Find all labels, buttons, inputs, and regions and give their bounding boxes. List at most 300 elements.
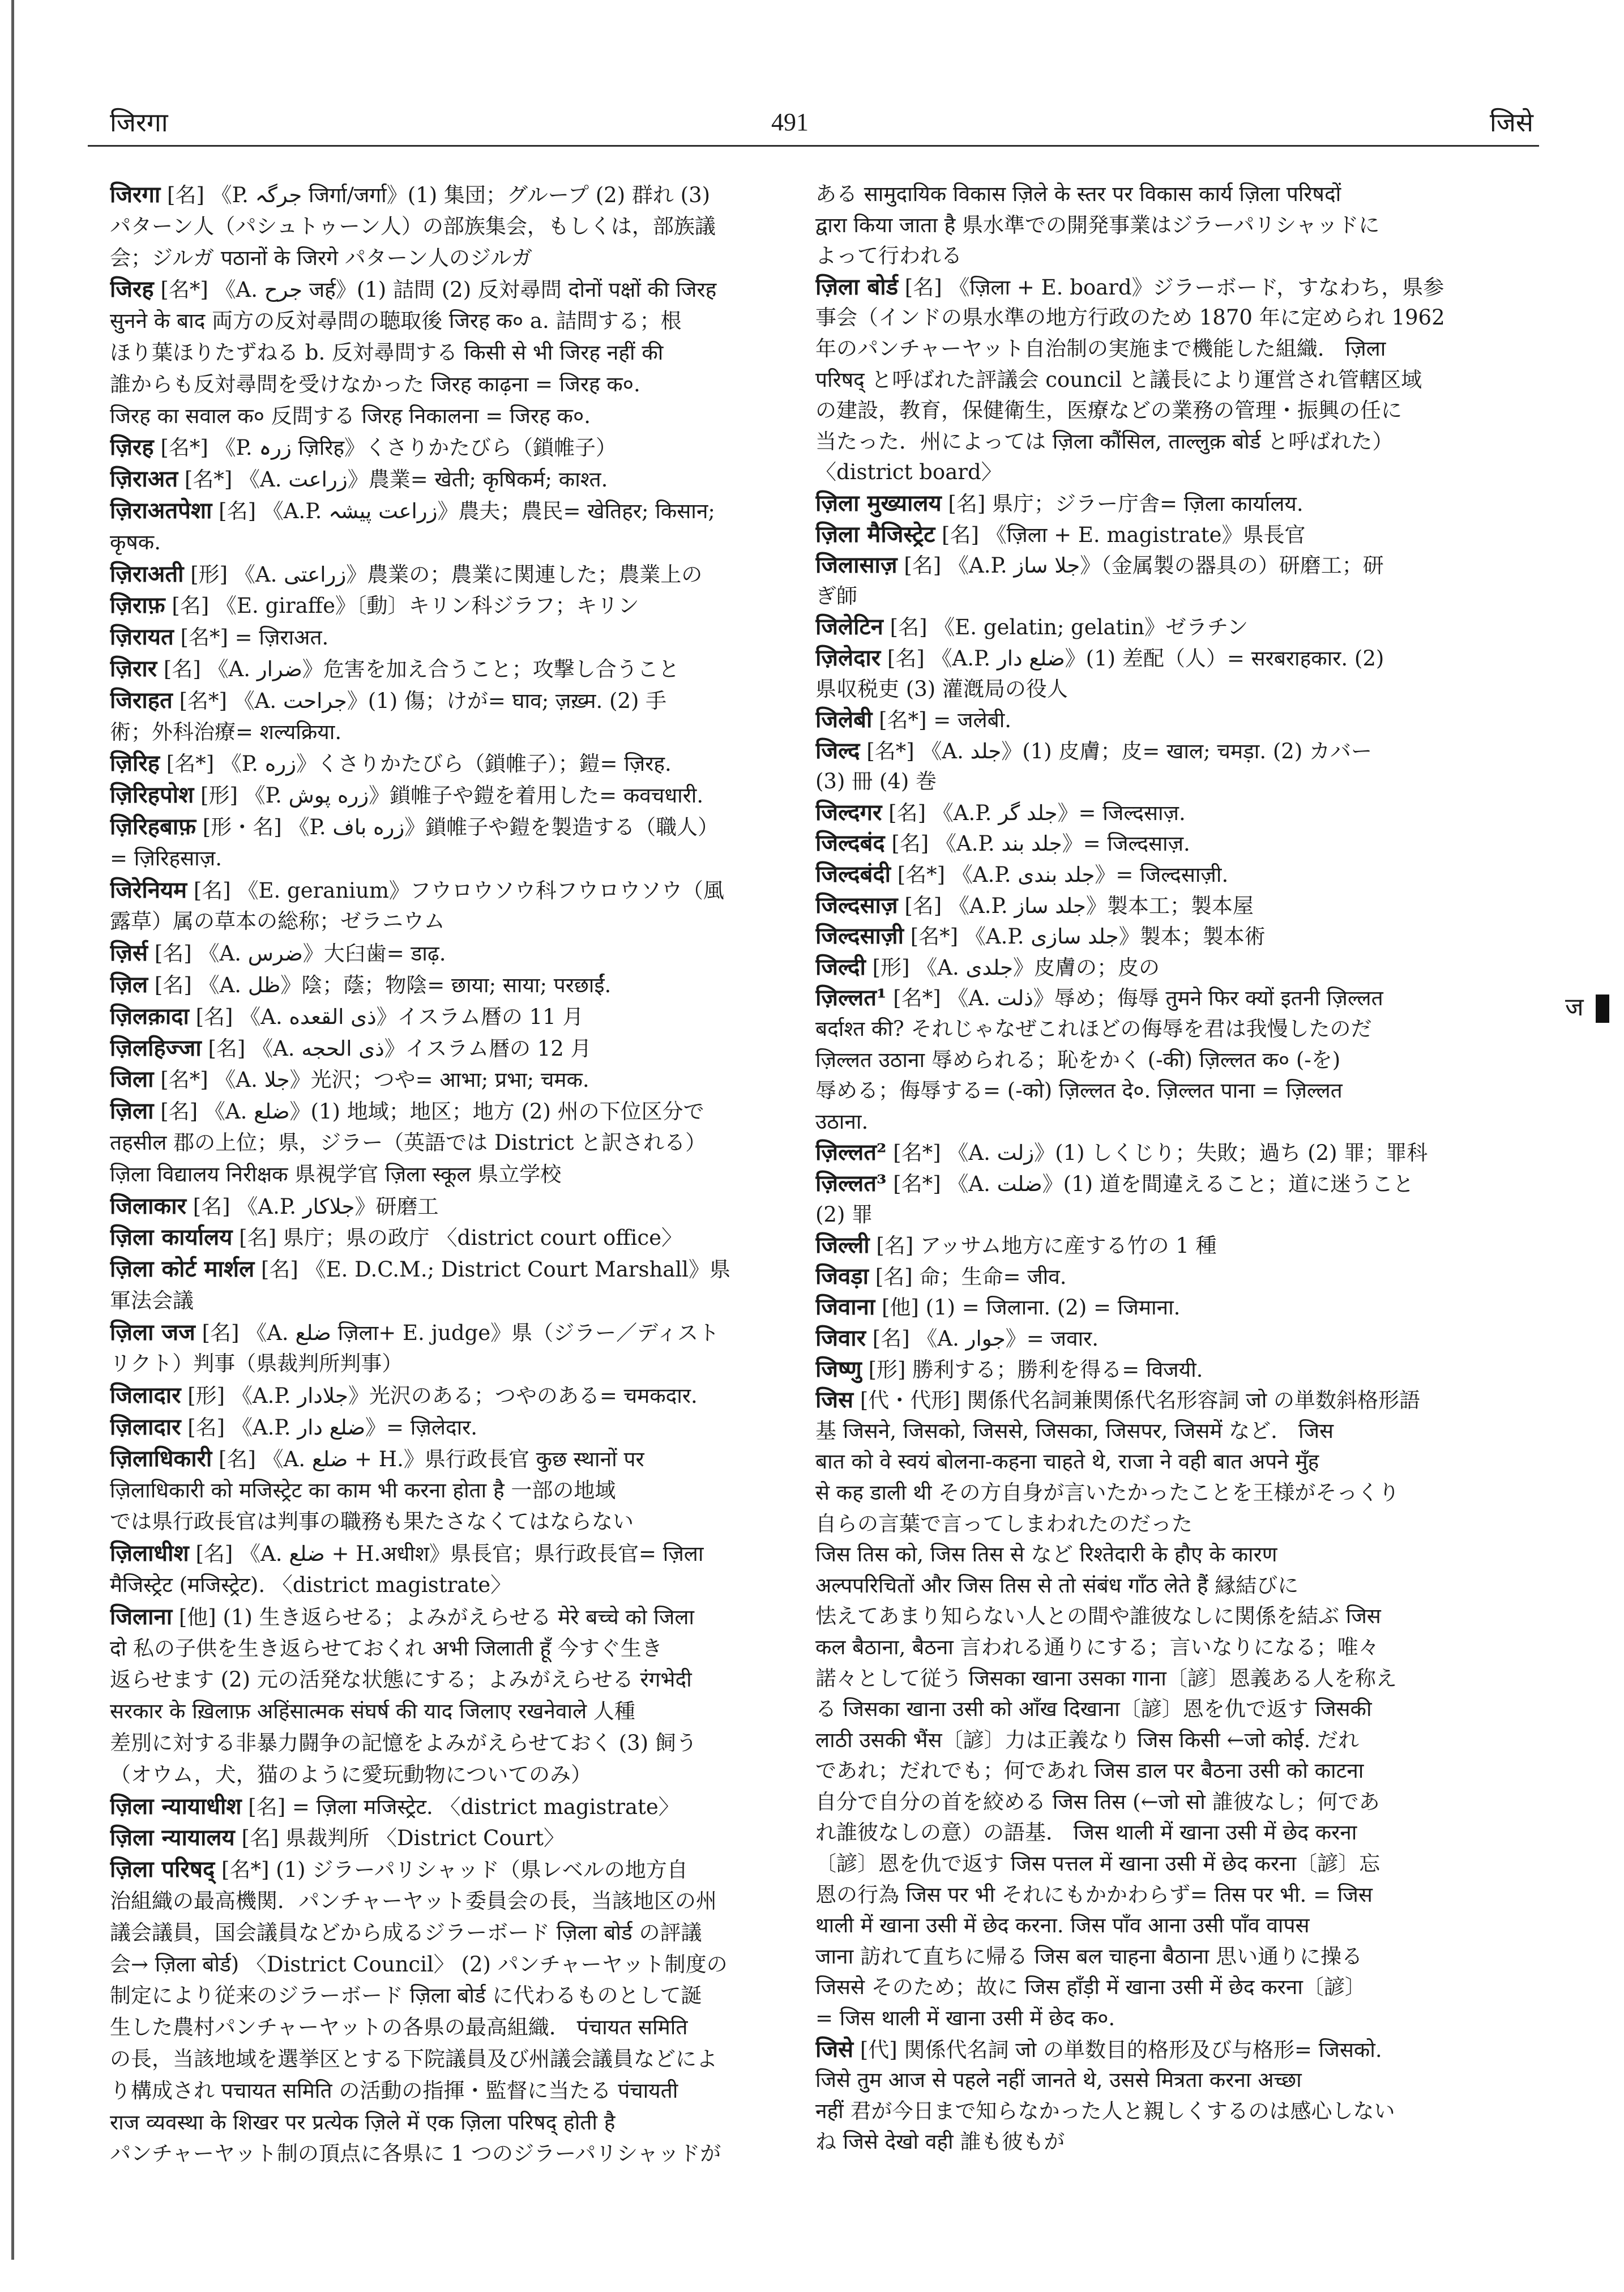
line-text: 自分で自分の首を絞める जिस तिस (←जो सो 誰彼なし；何であ [815,1789,1380,1814]
line-text: ある सामुदायिक विकास ज़िले के स्तर पर विकास कार्य ज़िला परिषदों [815,182,1341,206]
line-text: जिरह का सवाल क० 反問する जिरह निकालना = जिरह क०. [110,403,591,428]
dict-line [815,302,1528,334]
line-text: [名] 《A. ضلع + H.अधीश》県長官；県行政長官= ज़िला [189,1542,704,1567]
line-text: よって行われる [815,244,962,268]
dict-line [815,1632,1528,1663]
line-text: [形] 《A. زراعتی》農業の；農業に関連した；農業上の [183,562,703,587]
line-text: [名*] 《P. زره》くさりかたびら（鎖帷子）；鎧= ज़िरह. [160,752,672,776]
line-text: れ誰彼なしの意）の語基． जिस थाली में खाना उसी में छेद करना [815,1820,1357,1845]
line-text: [名] 《A. ضلع》(1) 地域；地区；地方 (2) 州の下位区分で [153,1099,704,1124]
headword: ज़िरायत [110,624,174,651]
headword: जिल्दी [815,953,866,980]
line-text: [名] 《E. giraffe》〔動〕キリン科ジラフ；キリン [165,594,639,618]
dict-line [815,1323,1528,1354]
line-text: [名*] 《P. زرہ ज़िरिह》くさりかたびら（鎖帷子） [153,436,617,460]
dict-line [815,1756,1528,1787]
dict-line [110,1664,778,1696]
line-text: 会→ ज़िला बोर्ड) 〈District Council〉 (2) パンチャーヤット制度の [110,1952,728,1977]
line-text: 怯えてあまり知らない人との間や誰彼なしに関係を結ぶ जिस [815,1604,1381,1629]
dict-line [815,550,1528,581]
dict-line [110,1032,778,1064]
headword: ज़िराअतपेशा [110,497,212,524]
line-text: 差別に対する非暴力闘争の記憶をよみがえらせておく (3) 飼う [110,1731,697,1756]
line-text: 恩の行為 जिस पर भी それにもかかわらず= तिस पर भी. = जिस [815,1882,1373,1907]
line-text: [名] 《A.P. زراعت پیشہ》農夫；農民= खेतिहर; किसान; [212,498,715,523]
dict-line [110,2138,778,2170]
thumb-index-letter: ज [1565,993,1584,1022]
dict-line [110,1885,778,1917]
dict-line [815,1014,1528,1045]
dict-line [110,369,778,400]
running-head-left: जिरगा [110,107,168,138]
headword: जिवार [815,1324,866,1351]
line-text: 露草）属の草本の総称；ゼラニウム [110,909,445,934]
dict-line [815,241,1528,272]
dict-line [815,890,1528,921]
dict-line [110,1538,778,1569]
headword: ज़िलहिज्जा [110,1034,202,1061]
dict-line [110,2012,778,2043]
line-text: [名] 《A. ضلع + H.》県行政長官 कुछ स्थानों पर [212,1446,644,1471]
dict-line [815,395,1528,426]
headword: ज़िला न्यायालय [110,1824,235,1851]
line-text: उठाना. [815,1109,869,1134]
dict-line [815,766,1528,797]
line-text: बर्दाश्त की? それじゃなぜこれほどの侮辱を君は我慢したのだ [815,1017,1372,1042]
headword: ज़िला [110,1098,154,1125]
line-text: であれ；だれでも；何であれ जिस डाल पर बैठना उसी को काटना [815,1759,1364,1783]
line-text: [他] (1) 生き返らせる；よみがえらせる मेरे बच्चे को जिला [172,1604,695,1629]
line-text: [名*] 《A. جرح जर्ह》(1) 詰問 (2) 反対尋問 दोनों पक्षों की जिरह [153,278,717,302]
line-text: 当たった．州によっては ज़िला कौंसिल, ताल्लुक़ बोर्ड と呼ばれた） [815,429,1394,454]
line-text: [名] 《A.P. جلد بند》= जिल्दसाज़. [884,831,1190,856]
dict-line [110,305,778,337]
dict-line [815,1075,1528,1107]
line-text: [名*] 《A.P. جلد سازی》製本；製本術 [903,924,1266,949]
line-text: ほり葉ほりたずねる b. 反対尋問する किसी से भी जिरह नहीं की [110,340,664,365]
dict-line [110,1127,778,1159]
dict-line [815,1509,1528,1540]
dict-line [815,1941,1528,1973]
dict-line [815,457,1528,488]
dict-line [815,1045,1528,1076]
headword: जिलादार [110,1382,181,1409]
line-text: जाना 訪れて直ちに帰る जिस बल चाहना बैठाना 思い通りに操る [815,1944,1363,1969]
dict-line [110,558,778,590]
headword: ज़िला बोर्ड [815,273,899,300]
line-text: [名*] 《A. جلا》光沢；つや= आभा; प्रभा; चमक. [153,1068,589,1092]
line-text: る जिसका खाना उसी को आँख दिखाना〔諺〕恩を仇で返す जिसकी [815,1697,1372,1722]
dict-line [815,1880,1528,1911]
headword: जिरेनियम [110,876,187,903]
line-text: 議会議員，国会議員などから成るジラーボード ज़िला बोर्ड の評議 [110,1920,702,1945]
line-text: = ज़िरिहसाज़. [110,846,222,870]
headword: ज़िला न्यायाधीश [110,1792,242,1820]
dict-line [815,488,1528,519]
line-text: मैजिस्ट्रेट (मजिस्ट्रेट). 〈district magistrate〉 [110,1573,512,1598]
line-text: 事会（インドの県水準の地方行政のため 1870 年に定められ 1962 [815,305,1445,330]
page-number: 491 [771,108,809,136]
line-text: [代] 関係代名詞 जो の単数目的格形及び与格形= जिसको. [853,2037,1382,2062]
dict-line [815,1694,1528,1725]
dict-line [110,1917,778,1949]
headword: जिल्दगर [815,799,882,826]
dict-line [110,748,778,779]
line-text: जिससे そのため；故に जिस हाँड़ी में खाना उसी में छेद करना〔諺〕 [815,1975,1366,2000]
line-text: （オウム，犬，猫のように愛玩動物についてのみ） [110,1762,592,1787]
line-text: 基 जिसने, जिसको, जिससे, जिसका, जिसपर, जिसमें など． जिस [815,1418,1334,1443]
headword: ज़िल्लत³ [815,1170,887,1197]
dict-line [815,921,1528,952]
headword: ज़िला मैजिस्ट्रेट [815,520,935,548]
dict-line [815,334,1528,365]
dict-line [815,581,1528,612]
left-column [110,179,778,2174]
dict-line [815,1416,1528,1447]
line-text: [名] 県裁判所 〈District Court〉 [234,1826,565,1851]
headword: जिल्दसाज़ [815,891,898,919]
dict-line [110,1569,778,1601]
line-text: जिसे तुम आज से पहले नहीं जानते थे, उससे मित्रता करना अच्छा [815,2068,1302,2093]
dict-line [815,1292,1528,1323]
line-text: 返らせます (2) 元の活発な状態にする；よみがえらせる रंगभेदी [110,1667,692,1692]
dict-line [110,1696,778,1727]
line-text: [名] 《ज़िला + E. board》ジラーボード，すなわち，県参 [898,275,1444,300]
dict-line [815,1787,1528,1818]
line-text: [名] 《A.P. جلاکار》研磨工 [186,1194,439,1219]
dict-line [815,272,1528,303]
line-text: パンチャーヤット制の頂点に各県に 1 つのジラーパリシャッドが [110,2141,721,2166]
line-text: [名*] 《A. زلت》(1) しくじり；失敗；過ち (2) 罪；罪科 [886,1141,1428,1166]
dict-line [110,937,778,969]
dict-line [110,811,778,843]
line-text: [名*] (1) ジラーパリシャッド（県レベルの地方自 [215,1858,688,1883]
dict-line [110,1759,778,1791]
dict-line [815,1200,1528,1231]
dict-line [110,1411,778,1443]
line-text: 年のパンチャーヤット自治制の実施まで機能した組織． ज़िला [815,336,1386,361]
dict-line [110,1222,778,1253]
dict-line [110,2043,778,2075]
headword: ज़िला कोर्ट मार्शल [110,1256,255,1283]
line-text: [名*] 《A. ذلت》辱め；侮辱 तुमने फिर क्यों इतनी ज़िल्लत [886,986,1383,1011]
right-column [815,179,1528,2161]
line-text: 術；外科治療= शल्यक्रिया. [110,719,342,744]
headword: ज़िला जज [110,1318,195,1346]
line-text: [名*] = जलेबी. [872,708,1012,733]
dict-line [110,1506,778,1538]
line-text: ज़िल्लत उठाना 辱められる；恥をかく (-की) ज़िल्लत क० (-を) [815,1047,1341,1072]
dict-line [815,797,1528,829]
line-text: [名*] 《A. ضلت》(1) 道を間違えること；道に迷うこと [886,1172,1414,1196]
dict-line [815,1972,1528,2003]
dict-line [815,1817,1528,1849]
line-text: [名] = ज़िला मजिस्ट्रेट. 〈district magistrate〉 [241,1794,679,1819]
dict-line [110,621,778,653]
running-head-right: जिसे [1489,107,1533,138]
dict-line [110,874,778,906]
headword: ज़िलाधिकारी [110,1445,212,1472]
headword: जिल्दबंद [815,830,885,857]
line-text: 誰からも反対尋問を受けなかった जिरह काढ़ना = जिरह क०. [110,372,640,396]
line-text: [名] 《ज़िला + E. magistrate》県長官 [935,522,1306,547]
line-text: [名] 《P. جرگہ जिर्गा/जर्गा》(1) 集団；グループ (2) 群れ (3) [160,183,711,207]
headword: ज़िरिहबाफ़ [110,813,196,840]
line-text: の建設，教育，保健衛生，医療などの業務の管理・振興の任に [815,398,1402,423]
line-text: सुनने के बाद 両方の反対尋問の聴取後 जिरह क० a. 詰問する；根 [110,309,682,334]
dict-line [110,1822,778,1854]
line-text: 生した農村パンチャーヤットの各県の最高組織． पंचायत समिति [110,2015,688,2040]
headword: ज़िल्लत² [815,1139,887,1166]
dict-line [110,779,778,811]
dict-line [110,1285,778,1317]
line-text: [名] 《A. ظل》陰；蔭；物陰= छाया; साया; परछाईं. [148,972,612,997]
headword: ज़िला कार्यालय [110,1224,233,1251]
line-text: 県収税吏 (3) 灌漑局の役人 [815,676,1068,701]
dict-line [815,2065,1528,2096]
dict-line [815,643,1528,674]
dict-line [815,1910,1528,1941]
line-text: 諾々として従う जिसका खाना उसका गाना〔諺〕恩義ある人を称え [815,1666,1397,1691]
line-text: [名] 《E. D.C.M.; District Court Marshall》県 [254,1257,731,1282]
dict-line [815,612,1528,643]
line-text: से कह डाली थी その方自身が言いたかったことを王様がそっくり [815,1480,1400,1505]
line-text: [名] 《A. ذی الحجه》イスラム暦の 12 月 [201,1036,592,1061]
dict-line [815,1354,1528,1385]
line-text: बात को वे स्वयं बोलना-कहना चाहते थे, राजा ने वही बात अपने मुँह [815,1449,1319,1474]
dict-line [110,527,778,558]
line-text: [他] (1) = जिलाना. (2) = जिमाना. [875,1295,1181,1320]
line-text: 軍法会議 [110,1288,194,1313]
dict-line [110,1980,778,2012]
line-text: [名] 《A.P. جلا ساز》（金属製の器具の）研磨工；研 [897,553,1384,578]
line-text: [形] 《A.P. جلادار》光沢のある；つやのある= चमकदार. [181,1384,698,1409]
line-text: 会；ジルガ पठानों के जिरगे パターン人のジルガ [110,245,533,270]
dict-line [815,1261,1528,1292]
headword: ज़िरह [110,434,154,461]
line-text: [名] 《A.P. جلد ساز》製本工；製本屋 [898,893,1254,918]
headword: ज़िराअत [110,466,178,493]
headword: ज़िर्स [110,940,148,967]
dict-line [815,1725,1528,1756]
line-text: अल्पपरिचितों और जिस तिस से तो संबंध गाँठ लेते हैं 縁結びに [815,1573,1299,1598]
line-text: では県行政長官は判事の職務も果たさなくてはならない [110,1509,634,1534]
line-text: लाठी उसकी भैंस〔諺〕力は正義なり जिस किसी ←जो कोई. だれ [815,1727,1359,1752]
line-text: [名] アッサム地方に産する竹の 1 種 [869,1234,1217,1258]
dict-line [110,179,778,211]
dict-line [110,716,778,748]
headword: जिल्दबंदी [815,861,891,888]
line-text: ぎ師 [815,583,857,608]
dict-line [815,2034,1528,2065]
line-text: [代・代形] 関係代名詞兼関係代名形容詞 जो の単数斜格形語 [853,1388,1421,1413]
dict-line [815,1478,1528,1509]
line-text: 制定により従来のジラーボード ज़िला बोर्ड に代わるものとして誕 [110,1983,702,2008]
dict-line [110,1380,778,1411]
dict-line [815,210,1528,241]
dict-line [815,736,1528,767]
dict-line [815,1570,1528,1602]
dict-line [110,211,778,242]
line-text: तहसील 郡の上位；県，ジラー（英語では District と訳される） [110,1130,707,1155]
line-text: [形] 《P. زره پوش》鎖帷子や鎧を着用した= कवचधारी. [194,783,704,808]
headword: ज़िलक़ादा [110,1002,189,1030]
line-text: [名] 《A.P. ضلع دار》(1) 差配（人）= सरबराहकार. (2) [881,646,1384,671]
dict-line [815,2003,1528,2034]
line-text: [名] 《A. ذی القعده》イスラム暦の 11 月 [189,1004,584,1029]
headword: ज़िलेदार [815,644,881,671]
headword: जिलाना [110,1603,173,1630]
line-text: 自らの言葉で言ってしまわれたのだった [815,1511,1193,1536]
line-text: कल बैठाना, बैठना 言われる通りにする；言いなりになる；唯々 [815,1634,1379,1659]
line-text: [名] 《E. geranium》フウロウソウ科フウロウソウ（風 [187,878,724,903]
headword: ज़िरार [110,655,157,682]
dict-line [110,1949,778,1981]
dict-line [110,337,778,369]
line-text: の長，当該地域を選挙区とする下院議員及び州議会議員などによ [110,2047,717,2072]
line-text: [名] 県庁；ジラー庁舎= ज़िला कार्यालय. [941,491,1304,516]
dict-line [110,1159,778,1190]
dict-line [110,1727,778,1759]
headword: जिराहत [110,686,173,714]
dict-line [815,952,1528,983]
dict-line [815,2096,1528,2127]
line-text: ね जिसे देखो वही 誰も彼もが [815,2129,1065,2154]
line-text: パターン人（パシュトゥーン人）の部族集会，もしくは，部族議 [110,214,716,238]
line-text: 辱める；侮辱する= (-को) ज़िल्लत दे०. ज़िल्लत पाना = ज़िल्लत [815,1078,1343,1103]
line-text: (3) 冊 (4) 巻 [815,769,937,794]
line-text: [名*] 《A. جلد》(1) 皮膚；皮= खाल; चमड़ा. (2) カバー [860,739,1373,763]
line-text: [名] 《A. ضرس》大臼歯= डाढ़. [148,941,446,966]
headword: जिस [815,1386,854,1414]
headword: जिसे [815,2035,854,2063]
dict-line [815,1107,1528,1138]
dict-line [815,2127,1528,2158]
headword: ज़िरिह [110,750,160,777]
headword: ज़िराफ़ [110,592,165,619]
dict-line [815,1385,1528,1416]
dict-line [815,1446,1528,1478]
dict-line [110,1601,778,1633]
dict-line [110,1064,778,1095]
headword: ज़िला मुख्यालय [815,489,942,517]
headword: ज़िला परिषद् [110,1856,215,1883]
headword: जिलाकार [110,1192,186,1219]
line-text: द्वारा किया जाता है 県水準での開発事業はジラーパリシャッドに [815,212,1380,237]
dict-line [110,463,778,495]
dict-line [110,1791,778,1822]
headword: जिल्द [815,737,860,764]
line-text: [名] 《A. ضرار》危害を加え合うこと；攻撃し合うこと [157,656,679,681]
line-text: [名*] 《A. زراعت》農業= खेती; कृषिकर्म; काश्त. [178,467,608,492]
headword: जिलेबी [815,706,873,733]
line-text: सरकार के ख़िलाफ़ अहिंसात्मक संघर्ष की याद जिलाए रखनेवाले 人種 [110,1699,635,1724]
dict-line [110,1475,778,1506]
line-text: (2) 罪 [815,1202,873,1227]
dict-line [815,365,1528,396]
dict-line [110,1348,778,1380]
headword: जिलेटिन [815,613,883,641]
dict-line [815,674,1528,705]
headword: जिष्णु [815,1355,862,1382]
dict-line [815,519,1528,550]
line-text: [名] 命；生命= जीव. [869,1264,1067,1289]
line-text: り構成され पचायत समिति の活動の指揮・監督に当たる पंचायती [110,2078,678,2103]
dict-line [110,1317,778,1348]
headword: ज़िरिहपोश [110,782,194,809]
headword: ज़िराअती [110,560,184,587]
thumb-index-marker [1596,995,1609,1023]
dict-line [110,1443,778,1475]
dict-line [815,1230,1528,1261]
line-text: [名] 《A.P. جلد گر》= जिल्दसाज़. [882,800,1186,825]
line-text: [名] 《A. ضلع ज़िला+ E. judge》県（ジラー／ディスト [195,1320,720,1345]
dict-line [110,685,778,716]
line-text: [名] 《A.P. ضلع دار》= ज़िलेदार. [181,1415,478,1440]
dict-line [110,1854,778,1885]
headword: जिवड़ा [815,1262,869,1290]
dict-line [110,400,778,432]
dict-line [815,1539,1528,1570]
dict-line [110,1095,778,1127]
headword: ज़िलादार [110,1414,181,1441]
line-text: [名] 県庁；県の政庁 〈district court office〉 [232,1226,682,1250]
dict-line [815,859,1528,890]
line-text: リクト）判事（県裁判所判事） [110,1351,403,1376]
headword: जिरगा [110,181,161,208]
line-text: [名*] 《A. جراحت》(1) 傷；けが= घाव; ज़ख़्म. (2) 手 [172,688,667,713]
headword: ज़िल्लत¹ [815,984,887,1011]
line-text: 〔諺〕恩を仇で返す जिस पत्तल में खाना उसी में छेद करना〔諺〕忘 [815,1851,1381,1876]
line-text: [名] 《A. جوار》= जवार. [866,1326,1099,1351]
dict-line [815,1849,1528,1880]
header-rule [88,145,1539,147]
headword: ज़िलाधीश [110,1540,189,1567]
line-text: [形・名] 《P. زره باف》鎖帷子や鎧を製造する（職人） [196,814,719,839]
line-text: जिस तिस को, जिस तिस से など रिश्तेदारी के हौए के कारण [815,1542,1277,1567]
line-text: परिषद् と呼ばれた評議会 council と議長により運営され管轄区域 [815,367,1422,392]
dict-line [110,653,778,685]
dict-line [110,2075,778,2107]
headword: ज़िल [110,971,148,998]
line-text: [名*] 《A.P. جلد بندی》= जिल्दसाज़ी. [890,863,1229,887]
scan-edge-line [11,0,14,2260]
line-text: कृषक. [110,530,161,554]
dict-line [110,432,778,463]
line-text: = जिस थाली में खाना उसी में छेद क०. [815,2006,1116,2031]
headword: जिरह [110,276,154,303]
line-text: नहीं 君が今日まで知らなかった人と親しくするのは感心しない [815,2098,1395,2123]
dict-line [110,2107,778,2139]
dict-line [110,590,778,621]
dict-line [815,983,1528,1014]
line-text: [形] 《A. جلدی》皮膚の；皮の [865,955,1160,980]
dict-line [815,179,1528,210]
line-text: [形] 勝利する；勝利を得る= विजयी. [861,1357,1203,1382]
line-text: 〈district board〉 [815,460,1002,485]
headword: जिल्दसाज़ी [815,923,904,950]
dict-line [110,274,778,305]
headword: जिल्ली [815,1232,870,1259]
dict-line [110,1001,778,1032]
dict-line [110,495,778,527]
dict-line [110,843,778,874]
headword: जिला [110,1066,154,1093]
dict-line [110,969,778,1001]
headword: जिलासाज़ [815,552,898,579]
line-text: राज व्यवस्था के शिखर पर प्रत्येक ज़िले में एक ज़िला परिषद् होती है [110,2110,616,2135]
dict-line [815,1137,1528,1168]
